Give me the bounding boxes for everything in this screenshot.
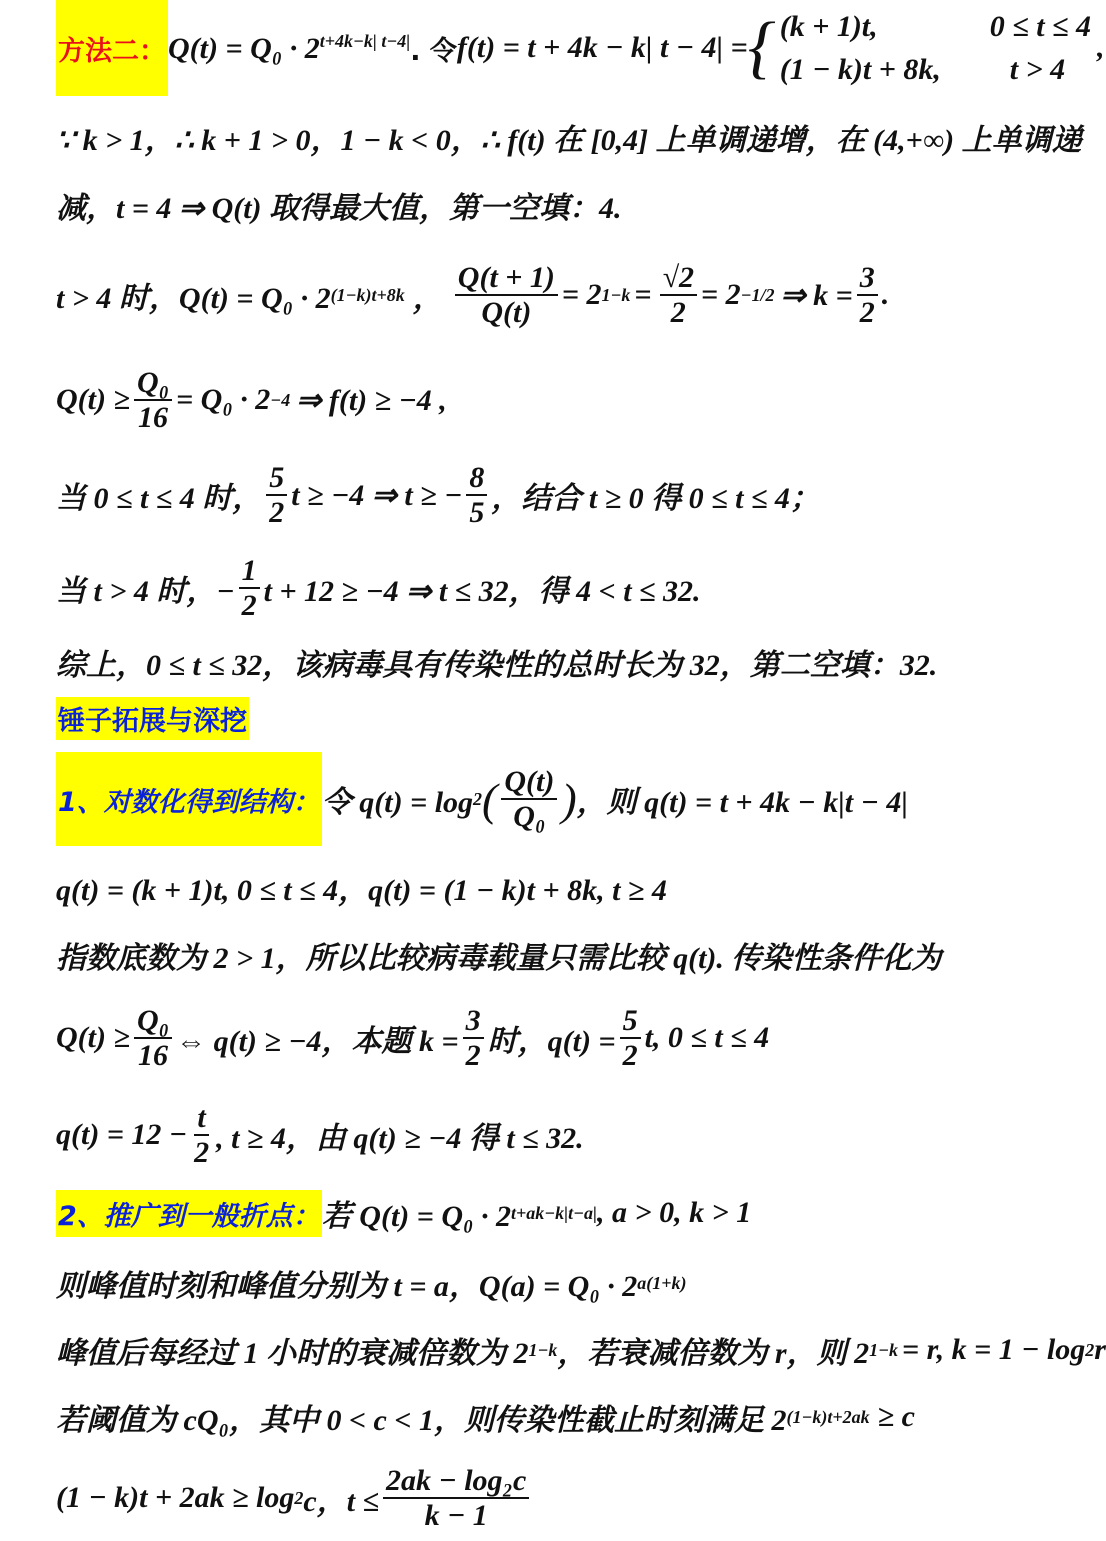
line-ratio-exp: (1−k)t+8k (330, 284, 405, 305)
five-halves-fraction: $\frac{5}{2}$ (266, 462, 287, 529)
line-decay: 峰值后每经过 1 小时的衰减倍数为 2 1−k ，若衰减倍数为 r，则 2 1−k = r, k = 1 − log 2 r (56, 1325, 1070, 1375)
line-ratio-e: = 2 (700, 278, 741, 311)
line-monotonic (56, 112, 1082, 162)
line-base (56, 930, 1070, 980)
method2-line (56, 0, 1105, 96)
line-cutoff-a: 若阈值为 cQ₀，其中 0 < c < 1，则传染性截止时刻满足 2 (56, 1404, 787, 1437)
sec2-a: 若 Q(t) = Q₀ · 2 (321, 1200, 511, 1233)
line-base-text: 指数底数为 2 > 1，所以比较病毒载量只需比较 q(t). 传染性条件化为 (56, 942, 942, 975)
case1-expr: (k + 1)t, (779, 9, 878, 43)
line-equiv-c: 时，q(t) = (487, 1025, 616, 1058)
threshold-fraction: $\frac{\text{Q₀}}{16}$ (134, 367, 172, 434)
line-ratio: t > 4 时，Q(t) = Q₀ · 2 (1−k)t+8k ， $\frac{Q(t + 1)}{Q(t)}$ = 2 1−k = $\frac{√2}{2}$ = 2 −1/2 ⇒ k = $\frac{3}{2}$ . (56, 260, 890, 329)
method2-piecewise: { (k + 1)t, 0 ≤ t ≤ 4 (1 − k)t + 8k, t > 4 (748, 5, 1091, 92)
line-final-b: c，t ≤ (303, 1485, 380, 1518)
sec1-a: 令 q(t) = log (321, 786, 474, 819)
method2-tail: , (1097, 31, 1105, 64)
five-halves-q-fraction: $\frac{5}{2}$ (620, 1005, 641, 1072)
line-ratio-c: = 2 (561, 278, 602, 311)
q0-16-fraction: $\frac{\text{Q₀}}{16}$ (134, 1005, 172, 1072)
sec1-label: 1、对数化得到结构： (56, 752, 322, 846)
sqrt2-fraction: $\frac{√2}{2}$ (660, 262, 697, 329)
sec2-line: 2、推广到一般折点： 若 Q(t) = Q₀ · 2 t+ak−k|t−a| , a > 0, k > 1 (56, 1188, 1070, 1238)
line-ratio-f: ⇒ k = (780, 278, 853, 312)
line-case-a-c: ，结合 t ≥ 0 得 0 ≤ t ≤ 4； (491, 482, 820, 515)
line-max (56, 180, 1070, 230)
line-summary-text: 综上，0 ≤ t ≤ 32，该病毒具有传染性的总时长为 32，第二空填：32. (56, 649, 938, 682)
sec2-label: 2、推广到一般折点： (56, 1190, 322, 1237)
line-max-text: 减，t = 4 ⇒ Q(t) 取得最大值，第一空填：4. (56, 192, 622, 225)
line-threshold-a: Q(t) ≥ (56, 383, 130, 416)
line-equiv-a: Q(t) ≥ (56, 1021, 130, 1054)
line-peak-text: 则峰值时刻和峰值分别为 t = a，Q(a) = Q₀ · 2 (56, 1270, 638, 1303)
line-ratio-d: = (634, 278, 652, 311)
line-peak: 则峰值时刻和峰值分别为 t = a，Q(a) = Q₀ · 2 a(1+k) (56, 1258, 1070, 1308)
line-q-piecewise (56, 862, 1070, 912)
line-equiv-b: ⇔ q(t) ≥ −4，本题 k = (176, 1025, 459, 1058)
line-ratio-a: t > 4 时，Q(t) = Q₀ · 2 (56, 282, 331, 315)
section-title: 锤子拓展与深挖 (56, 697, 249, 740)
line-case-a (56, 455, 1070, 535)
line-cutoff-b: ≥ c (877, 1400, 915, 1433)
case2-cond: t > 4 (1009, 53, 1066, 86)
case1-cond: 0 ≤ t ≤ 4 (989, 9, 1091, 43)
line-q-piecewise-text: q(t) = (k + 1)t, 0 ≤ t ≤ 4，q(t) = (1 − k)t + 8k, t ≥ 4 (56, 874, 667, 907)
method2-label: 方法二： (56, 0, 168, 96)
section-title-line (56, 696, 1070, 740)
line-cutoff: 若阈值为 cQ₀，其中 0 < c < 1，则传染性截止时刻满足 2 (1−k)t+2ak ≥ c (56, 1392, 1070, 1442)
line-equiv-d: t, 0 ≤ t ≤ 4 (644, 1021, 770, 1054)
eight-fifths-fraction: $\frac{8}{5}$ (466, 462, 487, 529)
line-threshold: Q(t) ≥ $\frac{\text{Q₀}}{16}$ = Q₀ · 2 −4 ⇒ f(t) ≥ −4 , (56, 365, 447, 434)
line-case-b-b: t + 12 ≥ −4 ⇒ t ≤ 32，得 4 < t ≤ 32. (263, 575, 701, 608)
k-fraction: $\frac{3}{2}$ (857, 262, 878, 329)
method2-let: . 令 (410, 35, 457, 67)
line-case-b-a: 当 t > 4 时，− (56, 575, 235, 608)
line-threshold-c: ⇒ f(t) ≥ −4 , (296, 383, 447, 417)
line-monotonic-text: ∵ k > 1，∴ k + 1 > 0，1 − k < 0，∴ f(t) 在 [0,4] 上单调递增，在 (4,+∞) 上单调递 (56, 124, 1082, 157)
line-final: (1 − k)t + 2ak ≥ log 2 c，t ≤ $\frac{\text{2ak − log₂c}}{k - 1}$ (56, 1458, 1070, 1538)
three-halves-fraction: $\frac{3}{2}$ (463, 1005, 484, 1072)
ratio-fraction: $\frac{Q(t + 1)}{Q(t)}$ (455, 262, 558, 329)
line-threshold-b: = Q₀ · 2 (176, 383, 271, 416)
t-half-fraction: $\frac{t}{2}$ (194, 1100, 210, 1169)
half-fraction: $\frac{1}{2}$ (239, 555, 260, 622)
line-q-decay-b: , t ≥ 4，由 q(t) ≥ −4 得 t ≤ 32. (216, 1122, 584, 1155)
line-decay-c: = r, k = 1 − log (902, 1333, 1086, 1366)
line-case-b (56, 548, 1070, 628)
line-decay-a: 峰值后每经过 1 小时的衰减倍数为 2 (56, 1337, 529, 1370)
sec2-b: , a > 0, k > 1 (597, 1196, 752, 1229)
method2-formula-f: f(t) = t + 4k − k| t − 4| = (456, 31, 748, 64)
line-ratio-b: ， (412, 282, 443, 315)
line-final-a: (1 − k)t + 2ak ≥ log (56, 1481, 295, 1514)
case2-expr: (1 − k)t + 8k, (779, 53, 941, 86)
line-decay-b: ，若衰减倍数为 r，则 2 (557, 1337, 870, 1370)
sec1-line: 1、对数化得到结构： 令 q(t) = log 2 ( $\frac{Q(t)}{\text{Q₀}}$ ) ，则 q(t) = t + 4k − k|t − 4| (56, 752, 1070, 846)
final-fraction: $\frac{\text{2ak − log₂c}}{k - 1}$ (383, 1465, 529, 1532)
sec1-fraction: $\frac{Q(t)}{\text{Q₀}}$ (501, 766, 557, 833)
line-equiv (56, 998, 1070, 1078)
line-q-decay-a: q(t) = 12 − (56, 1118, 188, 1151)
line-summary (56, 638, 1070, 686)
line-case-a-b: t ≥ −4 ⇒ t ≥ − (291, 478, 463, 512)
line-case-a-a: 当 0 ≤ t ≤ 4 时， (56, 482, 263, 515)
sec1-b: ，则 q(t) = t + 4k − k|t − 4| (576, 786, 908, 819)
method2-formula-q: $Q(t) = Q_0 \cdot 2^{t+4k-k| t-4|}$ (168, 30, 411, 65)
line-q-decay (56, 1095, 1070, 1175)
